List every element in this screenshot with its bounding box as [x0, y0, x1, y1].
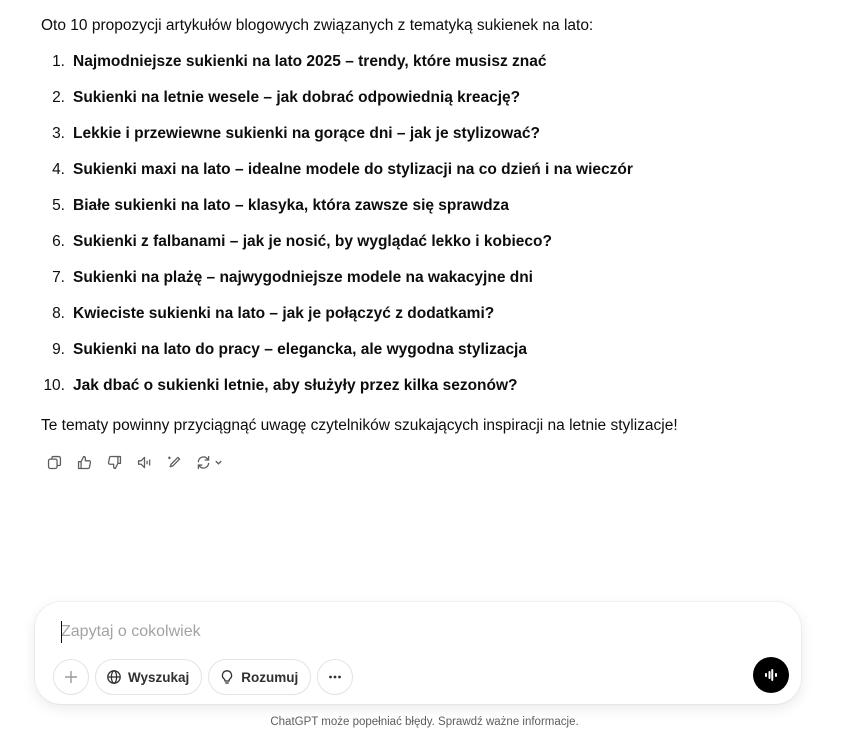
reason-label: Rozumuj — [241, 669, 299, 685]
prompt-input[interactable] — [61, 620, 741, 644]
message-actions — [39, 448, 761, 476]
edit-in-canvas-button[interactable] — [159, 448, 189, 476]
disclaimer: ChatGPT może popełniać błędy. Sprawdź ważne informacje. — [270, 716, 579, 728]
list-item: 10. Jak dbać o sukienki letnie, aby służyły przez kilka sezonów? — [43, 377, 518, 394]
attach-button[interactable] — [53, 659, 89, 695]
list-item: 1. Najmodniejsze sukienki na lato 2025 – trendy, które musisz znać — [52, 53, 547, 70]
thumbs-down-button[interactable] — [99, 448, 129, 476]
text-caret — [61, 621, 62, 643]
plus-icon — [63, 669, 79, 685]
thumbs-down-icon — [106, 454, 123, 471]
composer-tools — [53, 659, 353, 695]
reason-button[interactable] — [208, 659, 311, 695]
voice-mode-button[interactable] — [753, 657, 789, 693]
more-icon — [327, 669, 343, 685]
list-item: 3. Lekkie i przewiewne sukienki na gorące dni – jak je stylizować? — [52, 125, 540, 142]
copy-icon — [46, 454, 63, 471]
search-button[interactable] — [95, 659, 202, 695]
regenerate-icon — [195, 454, 212, 471]
list-item: 4. Sukienki maxi na lato – idealne modele do stylizacji na co dzień i na wieczór — [52, 161, 633, 178]
read-aloud-icon — [136, 454, 153, 471]
intro-text: Oto 10 propozycji artykułów blogowych związanych z tematyką sukienek na lato: — [41, 17, 594, 34]
edit-in-canvas-icon — [166, 454, 183, 471]
list-item: 8. Kwieciste sukienki na lato – jak je połączyć z dodatkami? — [52, 305, 495, 322]
article-list — [41, 50, 761, 410]
list-item: 5. Białe sukienki na lato – klasyka, która zawsze się sprawdza — [52, 197, 509, 214]
assistant-message — [41, 14, 761, 476]
read-aloud-button[interactable] — [129, 448, 159, 476]
regenerate-button[interactable] — [189, 448, 229, 476]
copy-button[interactable] — [39, 448, 69, 476]
lightbulb-icon — [219, 669, 235, 685]
globe-icon — [106, 669, 122, 685]
more-tools-button[interactable] — [317, 659, 353, 695]
outro-text: Te tematy powinny przyciągnąć uwagę czytelników szukających inspiracji na letnie stylizacje! — [41, 417, 678, 434]
composer — [35, 602, 801, 704]
list-item: 6. Sukienki z falbanami – jak je nosić, by wyglądać lekko i kobieco? — [52, 233, 552, 250]
thumbs-up-button[interactable] — [69, 448, 99, 476]
list-item: 9. Sukienki na lato do pracy – elegancka, ale wygodna stylizacja — [52, 341, 527, 358]
thumbs-up-icon — [76, 454, 93, 471]
voice-waveform-icon — [762, 666, 780, 684]
list-item: 2. Sukienki na letnie wesele – jak dobrać odpowiednią kreację? — [52, 89, 521, 106]
search-label: Wyszukaj — [128, 669, 190, 685]
chevron-down-icon — [214, 458, 223, 467]
list-item: 7. Sukienki na plażę – najwygodniejsze modele na wakacyjne dni — [52, 269, 533, 286]
